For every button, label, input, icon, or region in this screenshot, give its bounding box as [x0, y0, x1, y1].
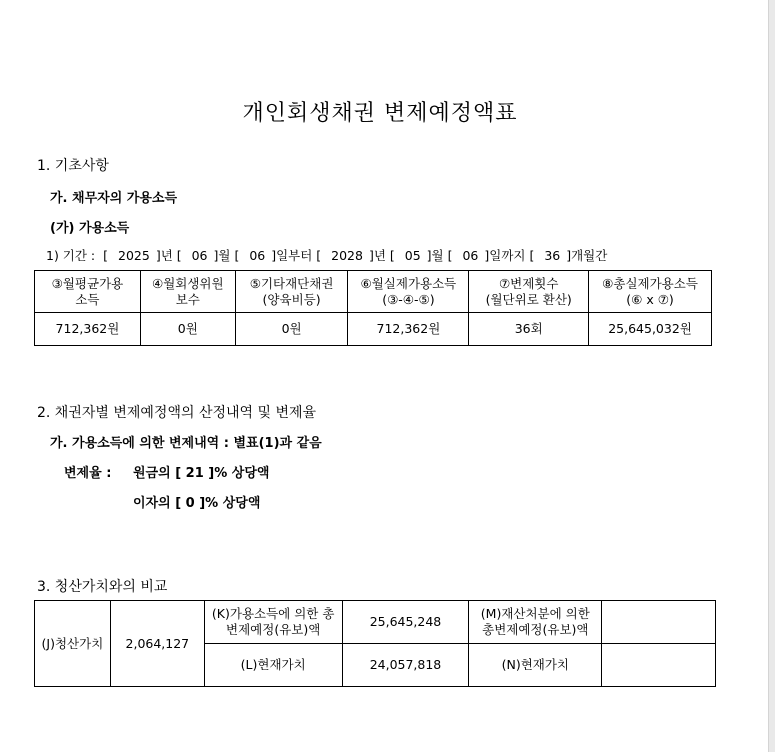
present-value-label-l: (L)현재가치	[204, 644, 342, 687]
section3-heading: 3. 청산가치와의 비교	[37, 579, 168, 595]
period-text-to: ]일까지 [	[484, 248, 535, 263]
period-start-year: 2025	[118, 248, 150, 263]
header-payment-count: ⑦변제횟수 (월단위로 환산)	[469, 271, 589, 313]
period-text-months: ]개월간	[566, 248, 608, 263]
period-line: 1) 기간 : [ 2025 ]년 [ 06 ]월 [ 06 ]일부터 [ 2028 ]년 [ 05 ]월 [ 06 ]일까지 [ 36 ]개월간	[46, 248, 608, 263]
present-value-amount-l: 24,057,818	[342, 644, 469, 687]
income-total-amount: 25,645,248	[342, 601, 469, 644]
present-value-label-n: (N)현재가치	[469, 644, 602, 687]
period-end-month: 05	[404, 248, 421, 263]
liquidation-table	[34, 600, 716, 687]
period-text-year-2: ]년 [	[368, 248, 395, 263]
section1-sub-a: 가. 채무자의 가용소득	[50, 191, 178, 206]
period-start-month: 06	[191, 248, 208, 263]
page-scrollbar-edge	[768, 0, 775, 752]
period-end-day: 06	[462, 248, 479, 263]
liquidation-row-1	[35, 601, 716, 644]
header-total-income: ⑧총실제가용소득 (⑥ x ⑦)	[589, 271, 712, 313]
period-text-from: ]일부터 [	[271, 248, 322, 263]
asset-disposal-amount	[602, 601, 716, 644]
value-other-claims: 0원	[235, 313, 348, 346]
present-value-amount-n	[602, 644, 716, 687]
section1-sub-b: (가) 가용소득	[50, 221, 130, 236]
period-start-day: 06	[249, 248, 266, 263]
period-end-year: 2028	[331, 248, 363, 263]
liquidation-value-amount: 2,064,127	[110, 601, 204, 687]
period-label: 1) 기간 :	[46, 248, 96, 263]
header-actual-monthly-income: ⑥월실제가용소득 (③-④-⑤)	[348, 271, 469, 313]
period-text-month: ]월 [	[213, 248, 240, 263]
principal-rate-text: 원금의 [ 21 ]% 상당액	[133, 466, 270, 481]
page-title: 개인회생채권 변제예정액표	[242, 101, 518, 126]
section1-heading: 1. 기초사항	[37, 158, 109, 174]
value-total-income: 25,645,032원	[589, 313, 712, 346]
period-months: 36	[544, 248, 561, 263]
income-value-row	[35, 313, 712, 346]
period-text-month-2: ]월 [	[426, 248, 453, 263]
income-total-label: (K)가용소득에 의한 총 변제예정(유보)액	[204, 601, 342, 644]
income-table	[34, 270, 712, 346]
header-other-claims: ⑤기타재단채권 (양육비등)	[235, 271, 348, 313]
income-header-row	[35, 271, 712, 313]
value-payment-count: 36회	[469, 313, 589, 346]
asset-disposal-label: (M)재산처분에 의한 총변제예정(유보)액	[469, 601, 602, 644]
liquidation-value-label: (J)청산가치	[35, 601, 111, 687]
interest-rate-text: 이자의 [ 0 ]% 상당액	[133, 496, 261, 511]
period-text-year: ]년 [	[155, 248, 182, 263]
section2-heading: 2. 채권자별 변제예정액의 산정내역 및 변제율	[37, 405, 317, 421]
repayment-rate-label: 변제율 :	[64, 466, 112, 481]
value-trustee-fee: 0원	[140, 313, 235, 346]
header-monthly-avg-income: ③월평균가용 소득	[35, 271, 141, 313]
section2-sub-a: 가. 가용소득에 의한 변제내역 : 별표(1)과 같음	[50, 436, 322, 451]
header-trustee-fee: ④월회생위원 보수	[140, 271, 235, 313]
value-actual-monthly-income: 712,362원	[348, 313, 469, 346]
value-monthly-avg-income: 712,362원	[35, 313, 141, 346]
